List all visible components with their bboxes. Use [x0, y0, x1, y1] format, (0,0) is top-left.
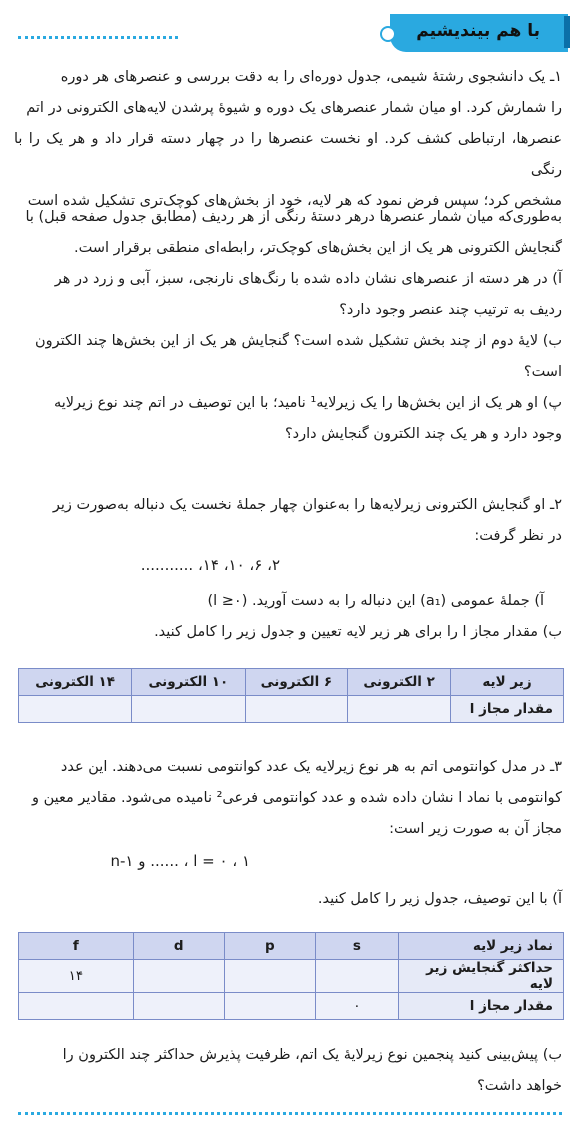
table-row — [19, 993, 564, 1020]
question-1-cont — [14, 202, 562, 450]
table-header-row — [19, 669, 564, 696]
table-cell[interactable] — [19, 993, 134, 1020]
table-row — [19, 696, 564, 723]
quantum-values: l = ۰ ، ۱ ، ...... و n-۱ — [110, 852, 250, 870]
table-header-cell: نماد زیر لایه — [399, 933, 564, 960]
q2-part-a: آ) جملهٔ عمومی (a₁) این دنباله را به دست آورید. (l ≥۰) — [207, 593, 544, 609]
q1-line: آ) در هر دسته از عنصرهای نشان داده شده با رنگ‌های نارنجی، سبز، آبی و زرد در هر — [54, 271, 562, 287]
q2-part-b: ب) مقدار مجاز l را برای هر زیر لایه تعیین و جدول زیر را کامل کنید. — [154, 624, 562, 640]
row-label: مقدار مجاز l — [451, 696, 564, 723]
table-cell[interactable] — [315, 960, 398, 993]
table-header-row — [19, 933, 564, 960]
q1-line: ردیف به ترتیب چند عنصر وجود دارد؟ — [339, 302, 562, 318]
q1-line: ب) لایهٔ دوم از چند بخش تشکیل شده است؟ گنجایش هر یک از این بخش‌ها چند الکترون — [35, 333, 562, 349]
question-3-part-a: آ) با این توصیف، جدول زیر را کامل کنید. — [317, 891, 562, 907]
q1-line: عنصرها، ارتباطی کشف کرد. او نخست عنصرها را در چهار دسته قرار داد و هر یک را با رنگی — [14, 131, 562, 178]
table-cell[interactable]: ۱۴ — [19, 960, 134, 993]
q1-line: پ) او هر یک از این بخش‌ها را یک زیرلایه¹ نامید؛ با این توصیف در اتم چند نوع زیرلایه — [53, 395, 562, 411]
q3b-line: ب) پیش‌بینی کنید پنجمین نوع زیرلایهٔ یک اتم، ظرفیت پذیرش حداکثر چند الکترون را — [62, 1047, 562, 1063]
footer-dotted-divider — [18, 1112, 562, 1115]
table-header-cell: p — [224, 933, 315, 960]
table-header-cell: s — [315, 933, 398, 960]
table-cell[interactable] — [132, 696, 245, 723]
table-header-cell: زیر لایه — [451, 669, 564, 696]
table-cell[interactable] — [19, 696, 132, 723]
table-cell[interactable] — [224, 993, 315, 1020]
table-cell[interactable] — [245, 696, 348, 723]
row-label: حداکثر گنجایش زیر لایه — [399, 960, 564, 993]
q3-line: مجاز آن به صورت زیر است: — [389, 821, 562, 837]
question-2-parts — [14, 586, 562, 648]
q1-line: است؟ — [523, 364, 562, 380]
section-header — [0, 14, 580, 56]
question-3-part-b — [14, 1040, 562, 1102]
q2-line: در نظر گرفت: — [474, 528, 562, 544]
table-cell[interactable] — [224, 960, 315, 993]
q1-line: را شمارش کرد. او میان شمار عنصرهای یک دوره و شیوهٔ پرشدن لایه‌های الکترونی در اتم — [26, 100, 562, 116]
q3-line: ۳ـ در مدل کوانتومی اتم به هر نوع زیرلایه یک عدد کوانتومی نسبت می‌دهند. این عدد — [60, 759, 562, 775]
q3b-line: خواهد داشت؟ — [477, 1078, 562, 1094]
table-header-cell: ۱۴ الکترونی — [19, 669, 132, 696]
question-1 — [14, 62, 562, 217]
table-sublayer-electrons — [18, 668, 564, 723]
q3-line: کوانتومی با نماد l نشان داده شده و عدد کوانتومی فرعی² نامیده می‌شود. مقادیر معین و — [31, 790, 562, 806]
table-cell[interactable] — [133, 993, 224, 1020]
q1-line: وجود دارد و هر یک چند الکترون گنجایش دارد؟ — [284, 426, 562, 442]
table-cell[interactable] — [133, 960, 224, 993]
table-header-cell: ۲ الکترونی — [348, 669, 451, 696]
header-accent-bar — [564, 16, 570, 48]
section-title: با هم بیندیشیم — [416, 21, 540, 41]
q2-line: ۲ـ او گنجایش الکترونی زیرلایه‌ها را به‌عنوان چهار جملهٔ نخست یک دنباله به‌صورت زیر — [52, 497, 562, 513]
table-sublayer-quantum — [18, 932, 564, 1020]
table-header-cell: d — [133, 933, 224, 960]
table-header-cell: ۶ الکترونی — [245, 669, 348, 696]
q1-line: ۱ـ یک دانشجوی رشتهٔ شیمی، جدول دوره‌ای را به دقت بررسی و عنصرهای هر دوره — [60, 69, 562, 85]
sequence: ۲، ۶، ۱۰، ۱۴، ........... — [140, 556, 280, 574]
table-header-cell: f — [19, 933, 134, 960]
header-dotted-divider — [18, 36, 178, 39]
q1-line: مشخص کرد؛ سپس فرض نمود که هر لایه، خود از بخش‌های کوچک‌تری تشکیل شده است — [27, 193, 562, 209]
table-cell[interactable]: ۰ — [315, 993, 398, 1020]
q1-line: به‌طوری‌که میان شمار عنصرها درهر دستهٔ رنگی از هر ردیف (مطابق جدول صفحه قبل) با — [25, 209, 562, 225]
question-3 — [14, 752, 562, 845]
table-cell[interactable] — [348, 696, 451, 723]
row-label: مقدار مجاز l — [399, 993, 564, 1020]
question-2 — [14, 490, 562, 552]
table-row — [19, 960, 564, 993]
table-header-cell: ۱۰ الکترونی — [132, 669, 245, 696]
q1-line: گنجایش الکترونی هر یک از این بخش‌های کوچک‌تر، رابطه‌ای منطقی برقرار است. — [74, 240, 562, 256]
header-circle-icon — [380, 26, 396, 42]
